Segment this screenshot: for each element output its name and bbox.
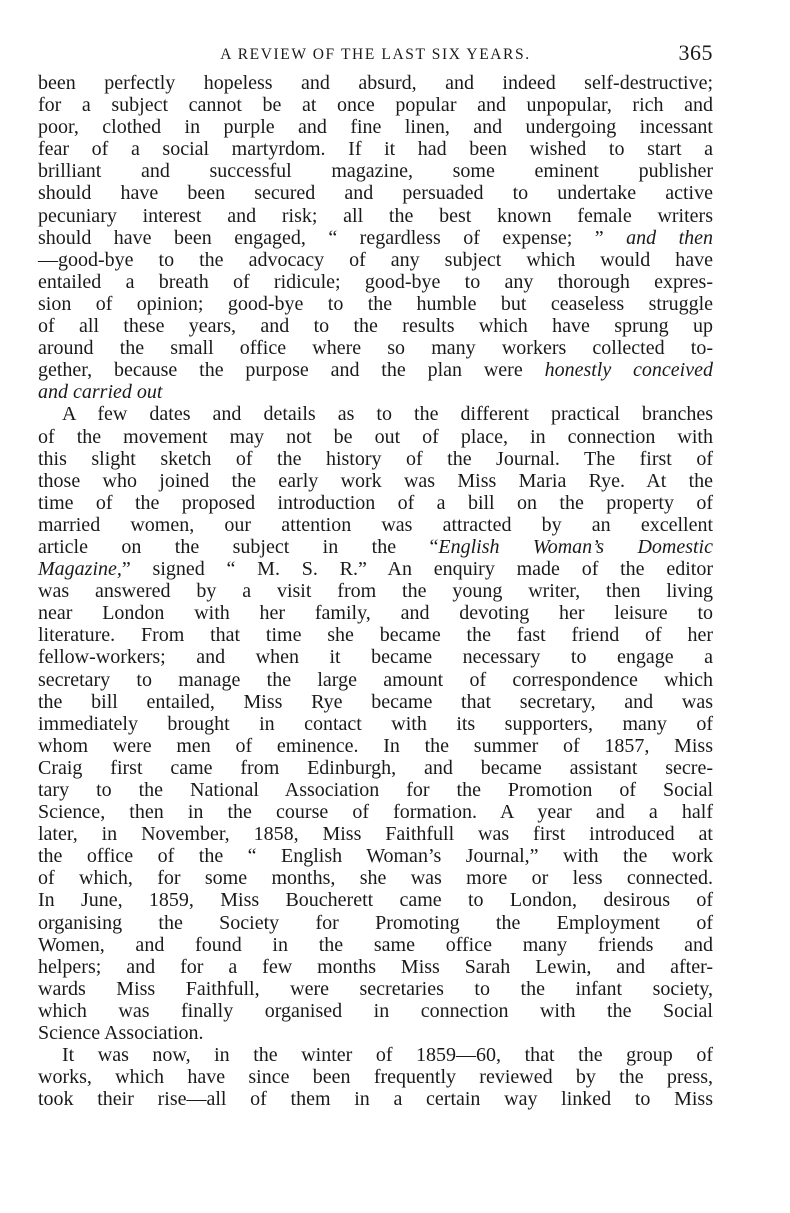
text-line: this slight sketch of the history of the Journal. The first of (38, 447, 713, 470)
text-line: time of the proposed introduction of a bill on the property of (38, 491, 713, 514)
italic-text: English Woman’s Domestic (438, 535, 713, 558)
text-line: Women, and found in the same office many friends and (38, 933, 713, 956)
text-line: poor, clothed in purple and fine linen, and undergoing incessant (38, 116, 713, 139)
text-line: wards Miss Faithfull, were secretaries to the infant society, (38, 977, 713, 1000)
italic-text: honestly conceived (544, 359, 713, 382)
text-line: for a subject cannot be at once popular and unpopular, rich and (38, 94, 713, 117)
text-line: In June, 1859, Miss Boucherett came to London, desirous of (38, 889, 713, 912)
text-line: sion of opinion; good-bye to the humble but ceaseless struggle (38, 292, 713, 315)
text-line: of the movement may not be out of place, in connection with (38, 425, 713, 448)
italic-text: and then (626, 226, 714, 249)
text-line: —good-bye to the advocacy of any subject which would have (38, 248, 713, 271)
text-line: which was finally organised in connection with the Social (38, 999, 713, 1022)
text-segment: article on the subject in the “ (38, 535, 439, 558)
text-line: near London with her family, and devoting her leisure to (38, 602, 713, 625)
text-line: Science Association. (38, 1022, 204, 1045)
text-line: fellow-workers; and when it became necessary to engage a (38, 646, 713, 669)
page-header (38, 38, 713, 72)
page-number: 365 (678, 40, 713, 65)
text-line: should have been secured and persuaded to undertake active (38, 182, 713, 205)
text-line: secretary to manage the large amount of correspondence which (38, 668, 713, 691)
text-line: Craig first came from Edinburgh, and became assistant secre- (38, 756, 713, 779)
italic-text: and carried out (38, 381, 163, 404)
text-line: the office of the “ English Woman’s Journal,” with the work (38, 845, 713, 868)
text-line: tary to the National Association for the Promotion of Social (38, 779, 713, 801)
text-line: of all these years, and to the results which have sprung up (38, 315, 713, 338)
text-line (38, 558, 713, 580)
text-line: organising the Society for Promoting the Employment of (38, 911, 713, 934)
text-line (38, 359, 713, 381)
text-line: literature. From that time she became the fast friend of her (38, 624, 713, 647)
text-line: been perfectly hopeless and absurd, and indeed self-destructive; (38, 72, 713, 94)
text-line: Science, then in the course of formation. A year and a half (38, 801, 713, 824)
text-line (38, 227, 713, 249)
body-text (38, 72, 713, 1110)
text-line: brilliant and successful magazine, some eminent publisher (38, 160, 713, 183)
text-line (38, 536, 713, 558)
text-line: fear of a social martyrdom. If it had been wished to start a (38, 138, 713, 161)
book-page (38, 38, 713, 1110)
text-line: was answered by a visit from the young writer, then living (38, 580, 713, 603)
text-segment: gether, because the purpose and the plan were (38, 359, 523, 382)
text-segment: ” signed “ M. S. R.” An enquiry made of the editor (121, 558, 713, 581)
text-line: pecuniary interest and risk; all the best known female writers (38, 204, 713, 227)
text-line: married women, our attention was attracted by an excellent (38, 513, 713, 536)
text-segment: should have been engaged, “ regardless of expense; ” (38, 226, 604, 249)
text-line: around the small office where so many workers collected to- (38, 337, 713, 360)
text-line: of which, for some months, she was more or less connected. (38, 867, 713, 890)
text-line (38, 381, 713, 403)
italic-text: Magazine, (38, 558, 122, 581)
text-line: the bill entailed, Miss Rye became that secretary, and was (38, 690, 713, 713)
text-line: those who joined the early work was Miss Maria Rye. At the (38, 469, 713, 492)
text-line: A few dates and details as to the different practical branches (62, 403, 713, 426)
running-head: A REVIEW OF THE LAST SIX YEARS. (220, 46, 531, 63)
text-line: later, in November, 1858, Miss Faithfull was first introduced at (38, 823, 713, 846)
text-line: helpers; and for a few months Miss Sarah Lewin, and after- (38, 955, 713, 978)
text-line: took their rise—all of them in a certain way linked to Miss (38, 1088, 713, 1111)
text-line: whom were men of eminence. In the summer of 1857, Miss (38, 734, 713, 757)
text-line: entailed a breath of ridicule; good-bye to any thorough expres- (38, 270, 713, 293)
text-line: immediately brought in contact with its supporters, many of (38, 712, 713, 735)
text-line: works, which have since been frequently reviewed by the press, (38, 1066, 713, 1089)
text-line: It was now, in the winter of 1859—60, that the group of (62, 1044, 713, 1067)
